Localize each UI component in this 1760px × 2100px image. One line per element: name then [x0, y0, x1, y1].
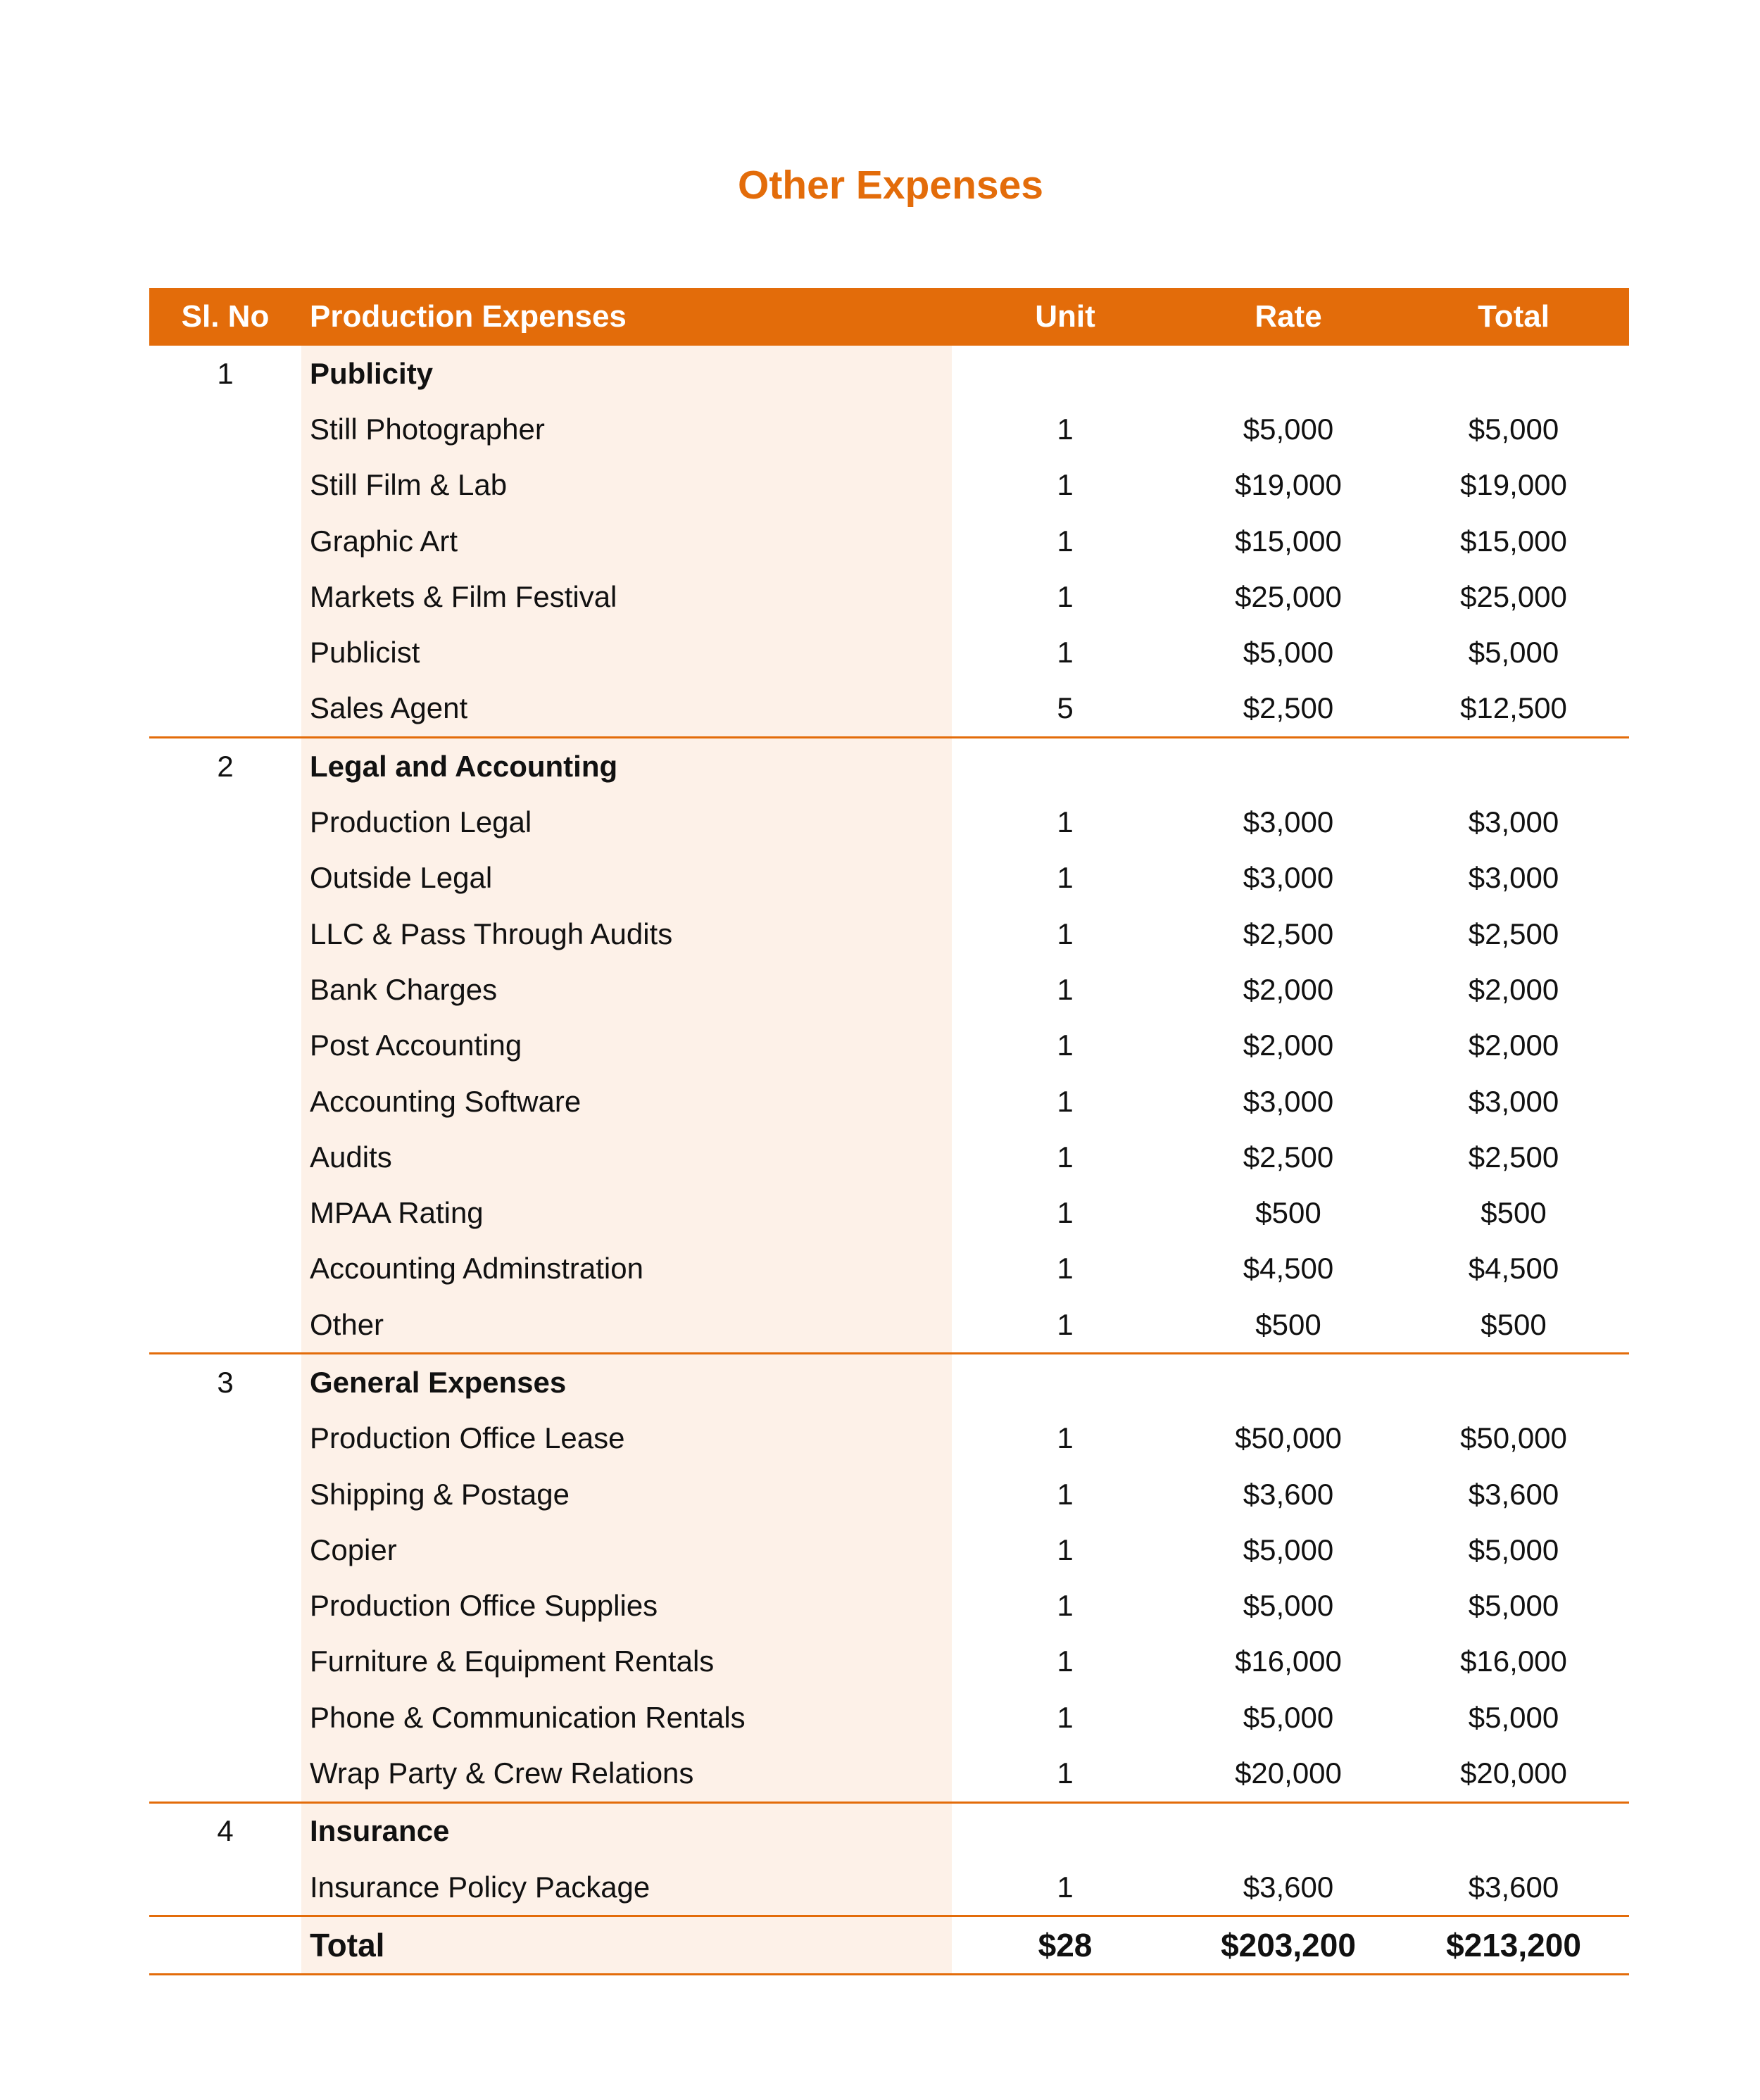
section-number: 3 — [217, 1365, 234, 1399]
expense-name: Outside Legal — [301, 850, 952, 906]
expense-total: $12,500 — [1398, 681, 1629, 738]
expense-rate: $15,000 — [1235, 524, 1342, 558]
expenses-table — [149, 288, 1629, 1975]
expense-name: Post Accounting — [301, 1018, 952, 1074]
expense-rate: $5,000 — [1243, 1700, 1334, 1734]
section-number: 1 — [217, 356, 234, 390]
expense-rate: $4,500 — [1243, 1252, 1334, 1285]
expense-total: $20,000 — [1398, 1745, 1629, 1802]
header-unit: Unit — [952, 288, 1178, 346]
expense-rate: $25,000 — [1235, 579, 1342, 613]
table-row — [149, 1185, 1629, 1240]
expense-unit: 1 — [1057, 1252, 1074, 1285]
page-title: Other Expenses — [737, 163, 1043, 208]
row-sl-empty — [149, 1129, 301, 1185]
row-sl-empty — [149, 906, 301, 962]
expense-name: Still Film & Lab — [301, 458, 952, 513]
row-sl-empty — [149, 794, 301, 850]
row-sl-empty — [149, 1074, 301, 1129]
table-row — [149, 1690, 1629, 1745]
table-row — [149, 1241, 1629, 1297]
table-row — [149, 401, 1629, 457]
section-total-empty — [1398, 1802, 1629, 1859]
expense-unit: 1 — [1057, 1196, 1074, 1230]
expense-unit: 1 — [1057, 524, 1074, 558]
expense-name: Audits — [301, 1129, 952, 1185]
expense-unit: 1 — [1057, 805, 1074, 839]
table-row — [149, 850, 1629, 906]
row-sl-empty — [149, 401, 301, 457]
header-row — [149, 288, 1629, 346]
table-row — [149, 458, 1629, 513]
table-row — [149, 1634, 1629, 1690]
expense-name: MPAA Rating — [301, 1185, 952, 1240]
section-rate-empty — [1178, 738, 1398, 795]
section-total-empty — [1398, 346, 1629, 401]
row-sl-empty — [149, 1859, 301, 1916]
expense-name: Shipping & Postage — [301, 1466, 952, 1522]
expense-unit: 1 — [952, 1745, 1178, 1802]
row-sl-empty — [149, 962, 301, 1017]
expense-rate: $19,000 — [1235, 468, 1342, 502]
expense-total: $15,000 — [1460, 524, 1567, 558]
table-row — [149, 1411, 1629, 1466]
section-name: General Expenses — [301, 1354, 952, 1411]
expense-name: Insurance Policy Package — [301, 1859, 952, 1916]
expense-name: Still Photographer — [301, 401, 952, 457]
expense-unit: 1 — [1057, 1533, 1074, 1566]
expense-name: Furniture & Equipment Rentals — [301, 1634, 952, 1690]
row-sl-empty — [149, 850, 301, 906]
expense-total: $500 — [1398, 1297, 1629, 1354]
expense-rate: $3,000 — [1243, 805, 1334, 839]
expense-rate: $3,000 — [1243, 861, 1334, 895]
expense-rate: $5,000 — [1243, 1589, 1334, 1623]
section-number: 2 — [217, 749, 234, 783]
section-row — [149, 738, 1629, 795]
expense-unit: 1 — [1057, 1645, 1074, 1678]
section-row — [149, 1802, 1629, 1859]
expense-rate: $5,000 — [1243, 636, 1334, 669]
grand-total-row — [149, 1916, 1629, 1975]
section-unit-empty — [952, 1354, 1178, 1411]
row-sl-empty — [149, 1578, 301, 1634]
expense-name: Wrap Party & Crew Relations — [301, 1745, 952, 1802]
section-number: 4 — [217, 1814, 234, 1848]
expense-rate: $3,600 — [1243, 1477, 1334, 1511]
row-sl-empty — [149, 1241, 301, 1297]
expense-total: $2,500 — [1468, 917, 1559, 950]
expense-unit: 1 — [1057, 579, 1074, 613]
expenses-table-container — [149, 288, 1629, 1975]
expense-rate: $50,000 — [1235, 1421, 1342, 1455]
expense-unit: 1 — [1057, 468, 1074, 502]
table-body — [149, 346, 1629, 1975]
section-row — [149, 346, 1629, 401]
row-sl-empty — [149, 458, 301, 513]
header-rate: Rate — [1178, 288, 1398, 346]
row-sl-empty — [149, 569, 301, 624]
section-name: Insurance — [301, 1802, 952, 1859]
expense-unit: 1 — [1057, 1029, 1074, 1062]
expense-name: LLC & Pass Through Audits — [301, 906, 952, 962]
expense-rate: $2,500 — [1243, 1140, 1334, 1174]
expense-name: Copier — [301, 1522, 952, 1578]
section-unit-empty — [952, 346, 1178, 401]
expense-total: $5,000 — [1468, 1533, 1559, 1566]
expense-rate: $3,000 — [1243, 1084, 1334, 1118]
expense-rate: $5,000 — [1243, 412, 1334, 446]
expense-name: Production Legal — [301, 794, 952, 850]
expense-unit: 1 — [1057, 1589, 1074, 1623]
table-row — [149, 1466, 1629, 1522]
expense-rate: $2,000 — [1243, 1029, 1334, 1062]
table-row — [149, 681, 1629, 738]
table-row — [149, 962, 1629, 1017]
expense-unit: 1 — [1057, 972, 1074, 1006]
table-row — [149, 624, 1629, 680]
table-header — [149, 288, 1629, 346]
expense-name: Sales Agent — [301, 681, 952, 738]
expense-unit: 1 — [1057, 1084, 1074, 1118]
expense-total: $5,000 — [1468, 636, 1559, 669]
row-sl-empty — [149, 1185, 301, 1240]
expense-total: $3,600 — [1398, 1859, 1629, 1916]
section-total-empty — [1398, 1354, 1629, 1411]
expense-total: $5,000 — [1468, 1700, 1559, 1734]
section-total-empty — [1398, 738, 1629, 795]
grand-total-total: $213,200 — [1398, 1916, 1629, 1975]
row-sl-empty — [149, 513, 301, 569]
row-sl-empty — [149, 1297, 301, 1354]
table-row — [149, 1522, 1629, 1578]
expense-unit: 1 — [1057, 917, 1074, 950]
expense-total: $500 — [1481, 1196, 1547, 1230]
expense-unit: 1 — [1057, 1700, 1074, 1734]
table-row — [149, 1129, 1629, 1185]
section-row — [149, 1354, 1629, 1411]
table-row — [149, 1745, 1629, 1802]
expense-total: $25,000 — [1460, 579, 1567, 613]
expense-total: $2,000 — [1468, 1029, 1559, 1062]
expense-unit: 1 — [952, 1297, 1178, 1354]
table-row — [149, 1578, 1629, 1634]
row-sl-empty — [149, 624, 301, 680]
expense-unit: 5 — [952, 681, 1178, 738]
section-name: Publicity — [301, 346, 952, 401]
expense-name: Accounting Adminstration — [301, 1241, 952, 1297]
table-row — [149, 1018, 1629, 1074]
expense-rate: $500 — [1255, 1196, 1321, 1230]
row-sl-empty — [149, 1018, 301, 1074]
expense-unit: 1 — [1057, 1421, 1074, 1455]
expense-total: $5,000 — [1468, 1589, 1559, 1623]
expense-rate: $5,000 — [1243, 1533, 1334, 1566]
expense-rate: $2,000 — [1243, 972, 1334, 1006]
expense-total: $16,000 — [1460, 1645, 1567, 1678]
expense-name: Publicist — [301, 624, 952, 680]
expense-total: $50,000 — [1460, 1421, 1567, 1455]
expense-total: $5,000 — [1468, 412, 1559, 446]
table-row — [149, 1859, 1629, 1916]
expense-rate: $3,600 — [1178, 1859, 1398, 1916]
expense-total: $3,000 — [1468, 861, 1559, 895]
expense-rate: $16,000 — [1235, 1645, 1342, 1678]
expense-name: Production Office Lease — [301, 1411, 952, 1466]
expense-unit: 1 — [1057, 1477, 1074, 1511]
row-sl-empty — [149, 1690, 301, 1745]
expense-unit: 1 — [1057, 1140, 1074, 1174]
section-rate-empty — [1178, 346, 1398, 401]
row-sl-empty — [149, 1522, 301, 1578]
expense-rate: $2,500 — [1178, 681, 1398, 738]
expense-total: $4,500 — [1468, 1252, 1559, 1285]
expense-rate: $500 — [1178, 1297, 1398, 1354]
expense-unit: 1 — [1057, 636, 1074, 669]
expense-name: Bank Charges — [301, 962, 952, 1017]
expense-total: $3,000 — [1468, 1084, 1559, 1118]
section-rate-empty — [1178, 1802, 1398, 1859]
expense-name: Phone & Communication Rentals — [301, 1690, 952, 1745]
expense-name: Markets & Film Festival — [301, 569, 952, 624]
expense-total: $2,500 — [1468, 1140, 1559, 1174]
table-row — [149, 794, 1629, 850]
expense-name: Production Office Supplies — [301, 1578, 952, 1634]
expense-total: $3,600 — [1468, 1477, 1559, 1511]
expense-total: $19,000 — [1460, 468, 1567, 502]
expense-name: Other — [301, 1297, 952, 1354]
header-sl-no: Sl. No — [149, 288, 301, 346]
expense-rate: $2,500 — [1243, 917, 1334, 950]
section-rate-empty — [1178, 1354, 1398, 1411]
section-unit-empty — [952, 1802, 1178, 1859]
header-total: Total — [1398, 288, 1629, 346]
expense-name: Graphic Art — [301, 513, 952, 569]
table-row — [149, 906, 1629, 962]
expense-unit: 1 — [1057, 861, 1074, 895]
table-row — [149, 1297, 1629, 1354]
expense-rate: $20,000 — [1178, 1745, 1398, 1802]
table-row — [149, 513, 1629, 569]
section-unit-empty — [952, 738, 1178, 795]
expense-unit: 1 — [1057, 412, 1074, 446]
row-sl-empty — [149, 1745, 301, 1802]
grand-total-unit: $28 — [952, 1916, 1178, 1975]
expense-total: $2,000 — [1468, 972, 1559, 1006]
expense-total: $3,000 — [1468, 805, 1559, 839]
row-sl-empty — [149, 681, 301, 738]
table-row — [149, 1074, 1629, 1129]
row-sl-empty — [149, 1634, 301, 1690]
table-row — [149, 569, 1629, 624]
grand-total-rate: $203,200 — [1178, 1916, 1398, 1975]
row-sl-empty — [149, 1411, 301, 1466]
total-sl-empty — [149, 1916, 301, 1975]
row-sl-empty — [149, 1466, 301, 1522]
grand-total-label: Total — [301, 1916, 952, 1975]
header-production-expenses: Production Expenses — [301, 288, 952, 346]
expense-name: Accounting Software — [301, 1074, 952, 1129]
section-name: Legal and Accounting — [301, 738, 952, 795]
expense-unit: 1 — [952, 1859, 1178, 1916]
